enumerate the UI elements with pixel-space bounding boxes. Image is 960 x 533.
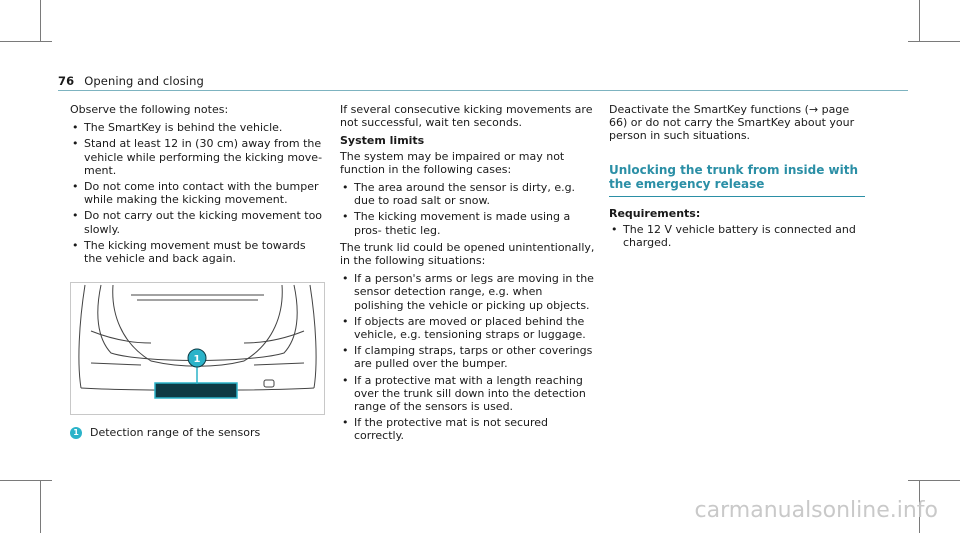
list-item: • If objects are moved or placed behind the vehicle, e.g. tensioning straps or luggage.: [340, 315, 595, 341]
list-item: • The area around the sensor is dirty, e.g. due to road salt or snow.: [340, 181, 595, 207]
list-item: • If a protective mat with a length reaching over the trunk sill down into the detection range of the sensors is used.: [340, 374, 595, 414]
notes-list: [70, 121, 325, 265]
list-item: • If the protective mat is not secured correctly.: [340, 416, 595, 442]
requirements-heading: Requirements:: [609, 206, 701, 220]
situations-list: [340, 272, 595, 442]
column-3: [609, 103, 865, 253]
crop-mark: [40, 480, 41, 533]
detection-range-area: [155, 383, 237, 398]
list-item: • Do not come into contact with the bumper while making the kicking movement.: [70, 180, 325, 206]
column-1: [70, 103, 325, 269]
list-item: • The 12 V vehicle battery is connected and charged.: [609, 223, 865, 249]
list-item: • The SmartKey is behind the vehicle.: [70, 121, 325, 134]
list-item: • The kicking movement must be towards the vehicle and back again.: [70, 239, 325, 265]
figure-caption: [70, 426, 260, 439]
section-title: Opening and closing: [84, 74, 204, 88]
limits-list: [340, 181, 595, 237]
subheading-system-limits: System limits: [340, 134, 425, 148]
paragraph: The system may be impaired or may not function in the following cases:: [340, 149, 565, 176]
crop-mark: [0, 480, 52, 481]
caption-number: 1: [70, 427, 82, 439]
crop-mark: [908, 41, 960, 42]
list-item: • Stand at least 12 in (30 cm) away from the vehicle while performing the kicking move- ment.: [70, 137, 325, 177]
crop-mark: [919, 0, 920, 42]
paragraph: If several consecutive kicking movements are not successful, wait ten seconds.: [340, 103, 593, 130]
page-header: [58, 74, 204, 88]
watermark: carmanualsonline.info: [694, 498, 938, 523]
crop-mark: [40, 0, 41, 42]
list-item: • The kicking movement is made using a pros- thetic leg.: [340, 210, 595, 236]
crop-mark: [908, 480, 960, 481]
column-2: [340, 103, 595, 447]
paragraph: The trunk lid could be opened unintentionally, in the following situations:: [340, 240, 595, 268]
paragraph: Deactivate the SmartKey functions (→ page 66) or do not carry the SmartKey about your person in such situations.: [609, 103, 855, 143]
page-number: 76: [58, 74, 75, 88]
list-item: • If clamping straps, tarps or other coverings are pulled over the bumper.: [340, 344, 595, 370]
vehicle-rear-drawing: [71, 283, 324, 414]
crop-mark: [0, 41, 52, 42]
bumper-illustration: [70, 282, 325, 415]
list-item: • Do not carry out the kicking movement too slowly.: [70, 209, 325, 235]
header-rule: [58, 90, 908, 91]
list-item: • If a person's arms or legs are moving in the sensor detection range, e.g. when polishing the vehicle or picking up objects.: [340, 272, 595, 312]
section-heading: Unlocking the trunk from inside with the emergency release: [609, 163, 865, 197]
caption-text: Detection range of the sensors: [90, 426, 261, 439]
requirements-list: [609, 223, 865, 249]
callout-number: 1: [193, 354, 201, 365]
intro-text: Observe the following notes:: [70, 103, 229, 116]
